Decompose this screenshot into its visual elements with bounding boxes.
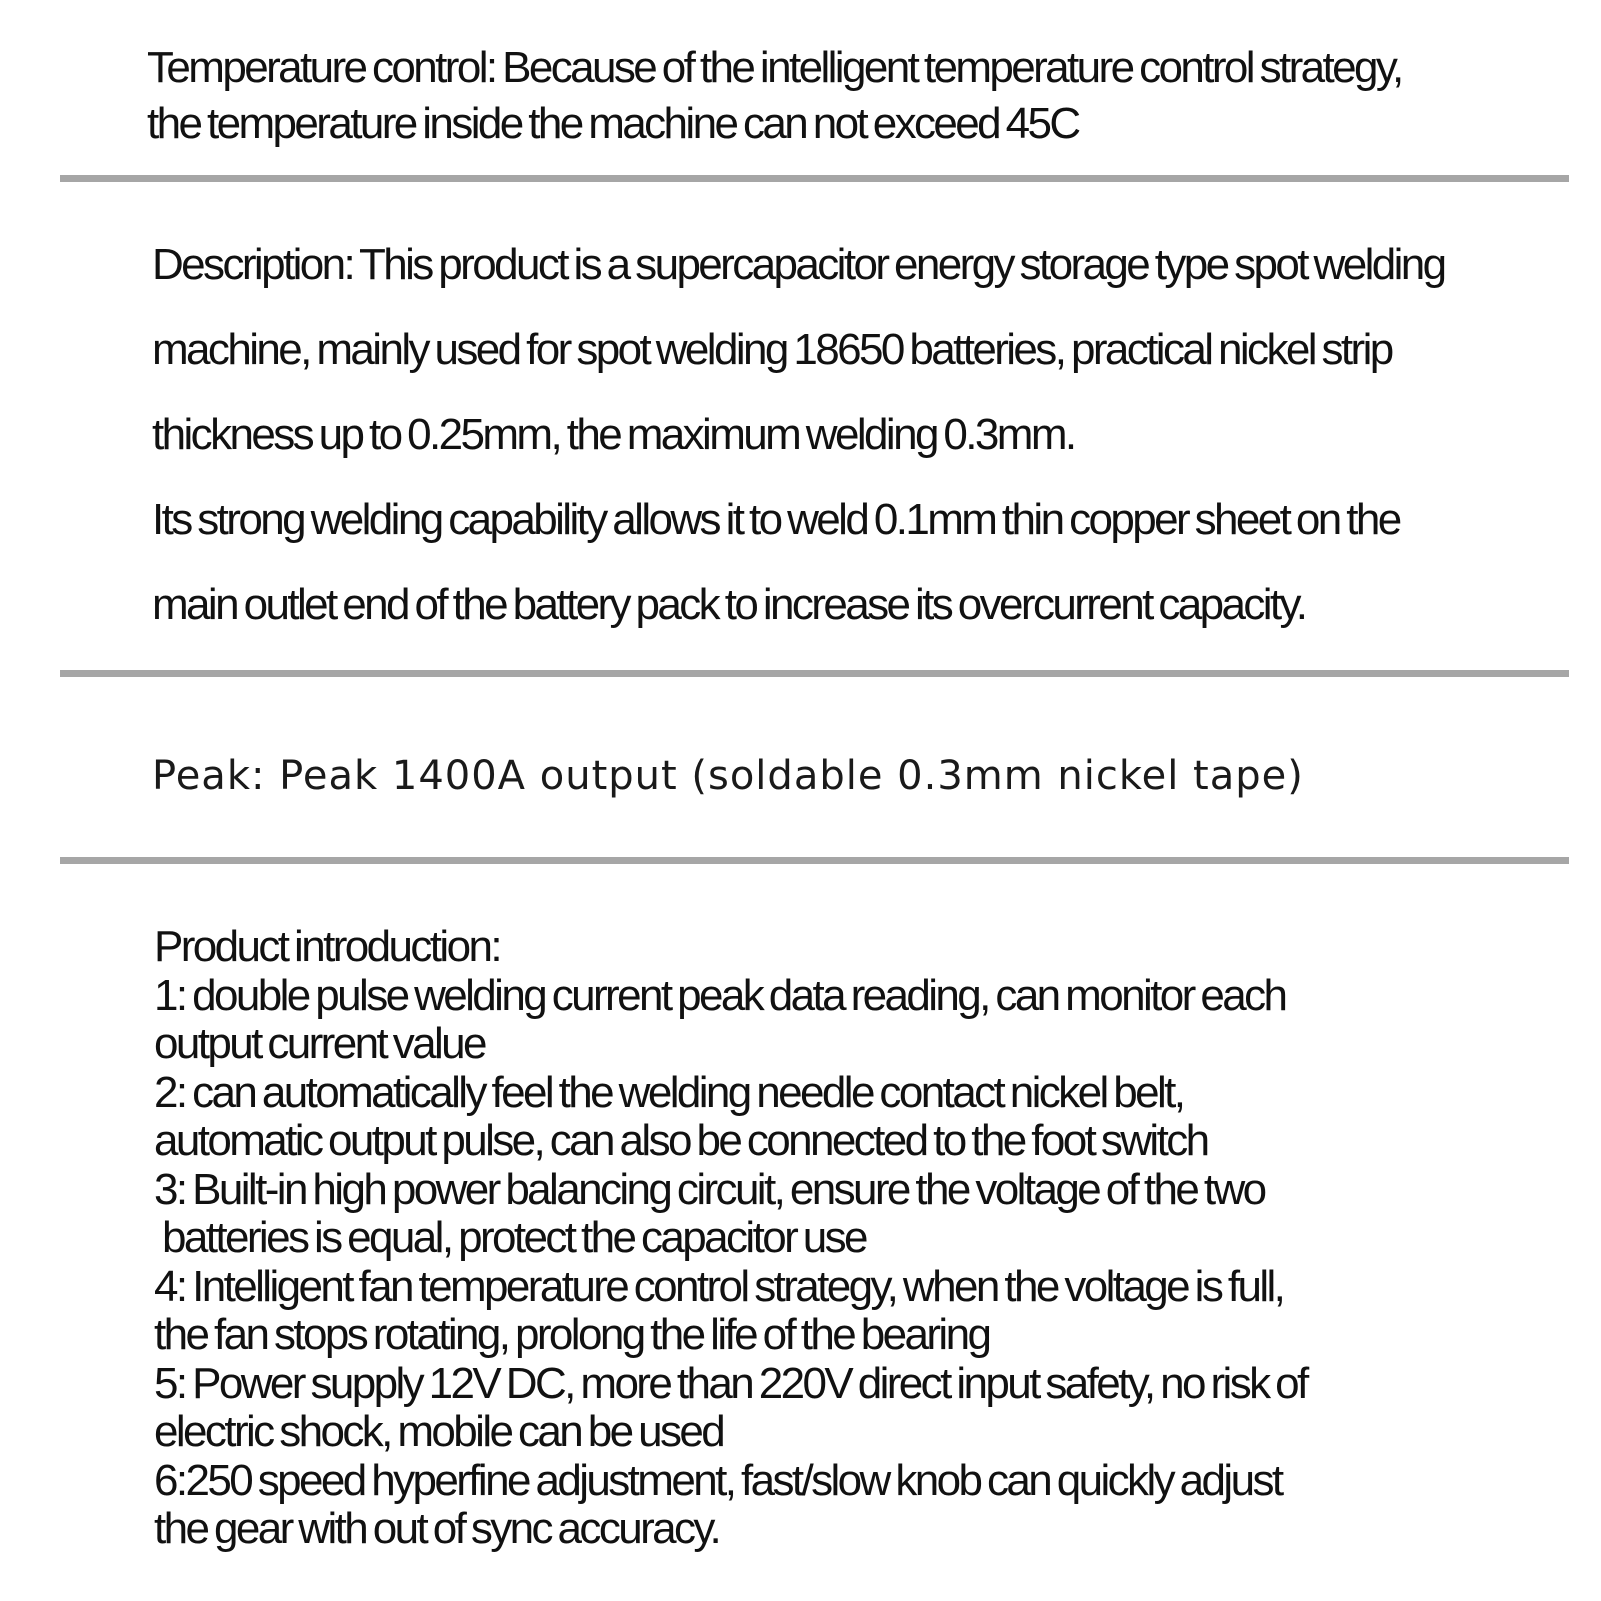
section-divider-2 [60,670,1569,677]
description-line-3: thickness up to 0.25mm, the maximum welding 0.3mm. [152,410,1075,459]
intro-heading: Product introduction: [154,922,500,971]
intro-line-10: electric shock, mobile can be used [154,1407,724,1456]
temperature-control-text [147,40,1402,152]
description-text [152,222,1445,647]
intro-line-5: 3: Built-in high power balancing circuit, ensure the voltage of the two [154,1164,1265,1214]
intro-line-8: the fan stops rotating, prolong the life of the bearing [154,1310,990,1359]
intro-line-7: 4: Intelligent fan temperature control strategy, when the voltage is full, [154,1261,1284,1311]
intro-line-11: 6:250 speed hyperfine adjustment, fast/slow knob can quickly adjust [154,1455,1282,1505]
intro-line-12: the gear with out of sync accuracy. [154,1504,720,1553]
intro-line-6: batteries is equal, protect the capacitor use [162,1213,866,1262]
section-divider-3 [60,857,1569,864]
description-line-5: main outlet end of the battery pack to increase its overcurrent capacity. [152,580,1306,629]
intro-line-2: output current value [154,1019,485,1068]
temperature-line-1: Temperature control: Because of the intelligent temperature control strategy, [147,43,1402,92]
intro-line-9: 5: Power supply 12V DC, more than 220V direct input safety, no risk of [154,1358,1307,1408]
description-line-2: machine, mainly used for spot welding 18650 batteries, practical nickel strip [152,325,1392,374]
intro-line-1: 1: double pulse welding current peak data reading, can monitor each [154,970,1286,1020]
description-line-1: Description: This product is a supercapacitor energy storage type spot welding [152,240,1445,289]
peak-line: Peak: Peak 1400A output (soldable 0.3mm nickel tape) [152,753,1304,799]
section-divider-1 [60,175,1569,182]
description-line-4: Its strong welding capability allows it to weld 0.1mm thin copper sheet on the [152,495,1400,544]
intro-line-3: 2: can automatically feel the welding needle contact nickel belt, [154,1067,1184,1117]
peak-output-text [152,752,1304,800]
temperature-line-2: the temperature inside the machine can not exceed 45C [147,99,1079,148]
product-introduction [154,923,1307,1554]
intro-line-4: automatic output pulse, can also be connected to the foot switch [154,1116,1208,1165]
